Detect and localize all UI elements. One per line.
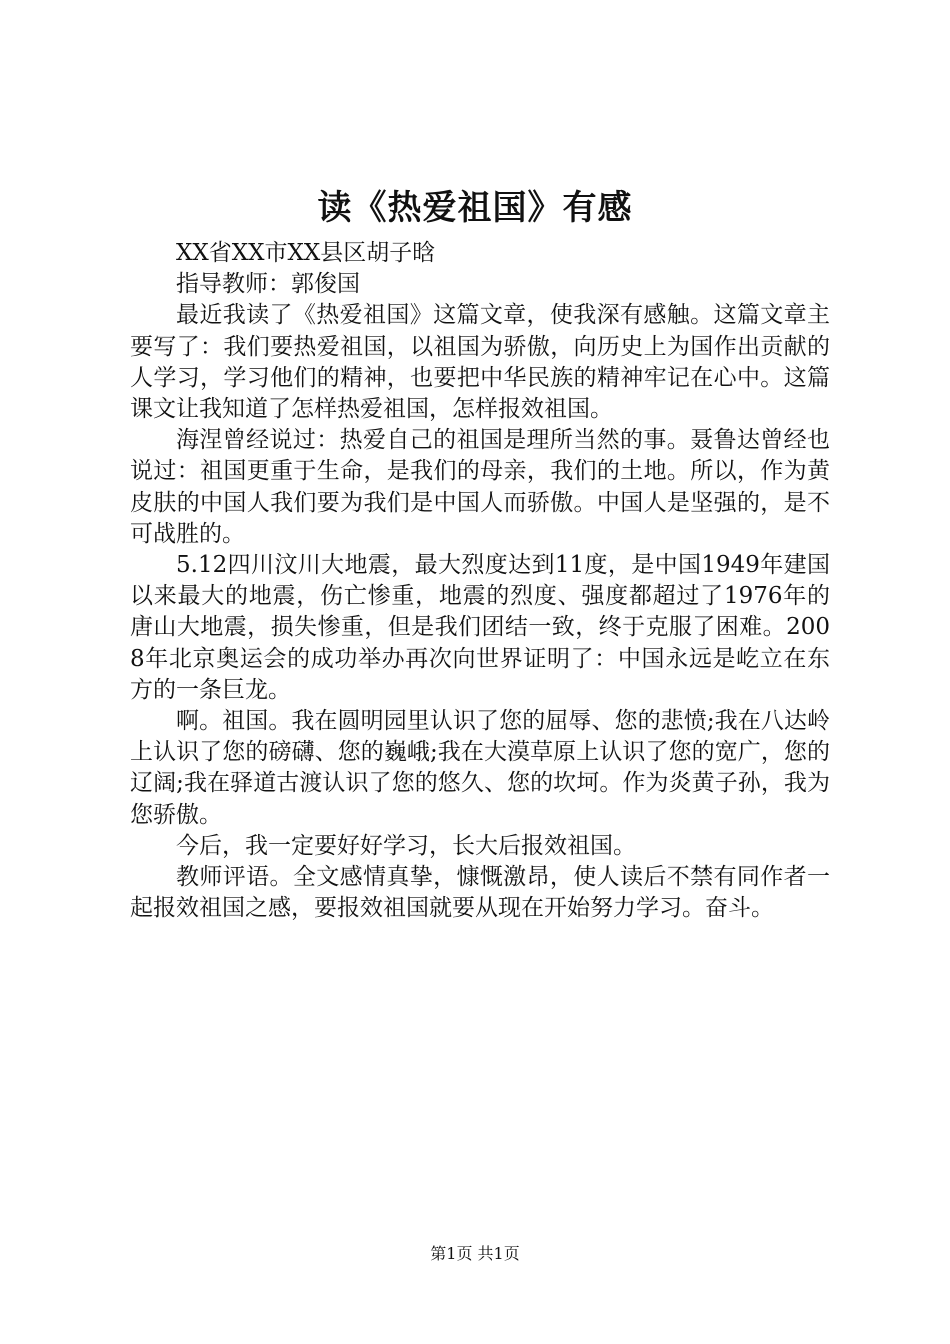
author-line: XX省XX市XX县区胡子晗	[176, 240, 436, 266]
paragraph-4: 啊。祖国。我在圆明园里认识了您的屈辱、您的悲愤;我在八达岭上认识了您的磅礴、您的巍峨;我在大漠草原上认识了您的宽广，您的辽阔;我在驿道古渡认识了您的悠久、您的坎坷。作为炎黄子孙，我为您骄傲。	[130, 708, 830, 828]
paragraph-2: 海涅曾经说过：热爱自己的祖国是理所当然的事。聂鲁达曾经也说过：祖国更重于生命，是我们的母亲，我们的土地。所以，作为黄皮肤的中国人我们要为我们是中国人而骄傲。中国人是坚强的，是不可战胜的。	[130, 427, 830, 547]
teacher-line: 指导教师：郭俊国	[176, 271, 360, 298]
page-footer: 第1页 共1页	[430, 1244, 520, 1263]
paragraph-1: 最近我读了《热爱祖国》这篇文章，使我深有感触。这篇文章主要写了：我们要热爱祖国，以祖国为骄傲，向历史上为国作出贡献的人学习，学习他们的精神，也要把中华民族的精神牢记在心中。这篇课文让我知道了怎样热爱祖国，怎样报效祖国。	[130, 302, 830, 423]
paragraph-5: 今后，我一定要好好学习，长大后报效祖国。	[176, 832, 636, 859]
paragraph-3: 5.12四川汶川大地震，最大烈度达到11度，是中国1949年建国以来最大的地震，伤亡惨重，地震的烈度、强度都超过了1976年的唐山大地震，损失惨重，但是我们团结一致，终于克服了困难。2008年北京奥运会的成功举办再次向世界证明了：中国永远是屹立在东方的一条巨龙。	[130, 552, 830, 703]
paragraph-6: 教师评语。全文感情真挚，慷慨激昂，使人读后不禁有同作者一起报效祖国之感，要报效祖国就要从现在开始努力学习。奋斗。	[130, 864, 830, 922]
document-body	[130, 238, 830, 924]
document-title: 读《热爱祖国》有感	[317, 188, 633, 228]
